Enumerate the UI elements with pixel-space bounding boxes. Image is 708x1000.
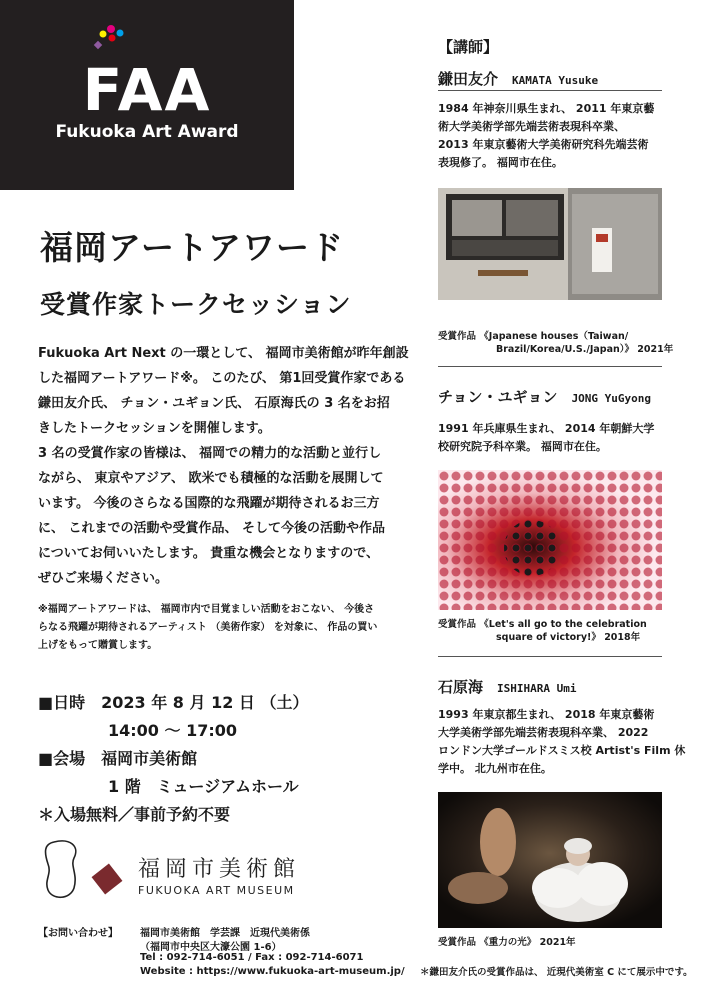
museum-name-jp: 福岡市美術館 bbox=[138, 857, 301, 882]
body-line: ぜひご来場ください。 bbox=[38, 571, 169, 586]
lecturer-name-jp: 鎌田友介 bbox=[438, 70, 499, 88]
bio-line: 校研究院予科卒業。 福岡市在住。 bbox=[438, 440, 607, 453]
bio-line: 1993 年東京都生まれ、 2018 年東京藝術 bbox=[438, 708, 655, 721]
caption-line: 受賞作品 《Let's all go to the celebration bbox=[438, 619, 647, 630]
caption-line: square of victory!》 2018年 bbox=[496, 632, 641, 643]
divider bbox=[438, 656, 662, 657]
lecturer-name-jp: 石原海 bbox=[438, 678, 484, 696]
artwork-image-jong bbox=[438, 470, 662, 610]
contact-line: 福岡市美術館 学芸課 近現代美術係 bbox=[140, 928, 310, 939]
contact-label: 【お問い合わせ】 bbox=[38, 928, 118, 939]
caption-line: 受賞作品 《重力の光》 2021年 bbox=[438, 937, 576, 948]
caption-line: Brazil/Korea/U.S./Japan）》 2021年 bbox=[496, 344, 674, 355]
lecturer-name bbox=[438, 386, 651, 407]
lecturer-name-en: JONG YuGyong bbox=[571, 392, 652, 405]
faa-dots-icon bbox=[92, 24, 132, 56]
body-line: 3 名の受賞作家の皆様は、 福岡での精力的な活動と並行し bbox=[38, 446, 382, 461]
contact-phone: Tel : 092-714-6051 / Fax : 092-714-6071 bbox=[140, 952, 364, 963]
caption-line: 受賞作品 《Japanese houses（Taiwan/ bbox=[438, 331, 629, 342]
body-line: に、 これまでの活動や受賞作品、 そして今後の活動や作品 bbox=[38, 521, 386, 536]
body-line: についてお伺いいたします。 貴重な機会となりますので、 bbox=[38, 546, 379, 561]
bio-line: 1991 年兵庫県生まれ、 2014 年朝鮮大学 bbox=[438, 422, 655, 435]
divider bbox=[438, 90, 662, 91]
lecturer-footnote: ＊鎌田友介氏の受賞作品は、 近現代美術室 C にて展示中です。 bbox=[420, 967, 693, 978]
artwork-caption bbox=[438, 618, 647, 644]
bio-line: 大学美術学部先端芸術表現科卒業、 2022 bbox=[438, 726, 649, 739]
bio-line: 学中。 北九州市在住。 bbox=[438, 762, 552, 775]
artwork-image-ishihara bbox=[438, 792, 662, 928]
museum-logo-icon bbox=[40, 838, 132, 904]
page-title: 福岡アートアワード bbox=[40, 228, 345, 267]
faa-subtitle: Fukuoka Art Award bbox=[55, 122, 239, 142]
contact-line: （福岡市中央区大濠公園 1-6） bbox=[140, 942, 282, 953]
page-subtitle: 受賞作家トークセッション bbox=[40, 290, 352, 319]
logo-dot-red bbox=[109, 35, 116, 42]
lecturers-heading: 【講師】 bbox=[438, 38, 499, 56]
artwork-caption bbox=[438, 330, 673, 356]
event-admission: ＊入場無料／事前予約不要 bbox=[38, 805, 231, 824]
lecturer-bio bbox=[438, 420, 654, 456]
logo-dot-purple bbox=[94, 41, 102, 49]
artwork-caption bbox=[438, 936, 576, 949]
body-line: います。 今後のさらなる国際的な飛躍が期待されるお三方 bbox=[38, 496, 380, 511]
note-line: ※福岡アートアワードは、 福岡市内で目覚ましい活動をおこない、 今後さ bbox=[38, 604, 375, 615]
lecturer-bio bbox=[438, 100, 654, 172]
lecturer-bio bbox=[438, 706, 685, 778]
logo-dot-cyan bbox=[117, 30, 124, 37]
body-line: きしたトークセッションを開催します。 bbox=[38, 421, 271, 436]
body-line: 鎌田友介氏、 チョン・ユギョン氏、 石原海氏の 3 名をお招 bbox=[38, 396, 390, 411]
bio-line: 2013 年東京藝術大学美術研究科先端芸術 bbox=[438, 138, 649, 151]
museum-name-en: FUKUOKA ART MUSEUM bbox=[138, 884, 295, 897]
artwork-image-kamata bbox=[438, 188, 662, 300]
lecturer-name-en: KAMATA Yusuke bbox=[512, 74, 599, 87]
bio-line: 表現修了。 福岡市在住。 bbox=[438, 156, 563, 169]
lecturer-name-en: ISHIHARA Umi bbox=[497, 682, 577, 695]
note-line: らなる飛躍が期待されるアーティスト （美術作家） を対象に、 作品の買い bbox=[38, 622, 378, 633]
contact-website[interactable]: Website : https://www.fukuoka-art-museum.jp/ bbox=[140, 966, 405, 977]
body-line: ながら、 東京やアジア、 欧米でも積極的な活動を展開して bbox=[38, 471, 384, 486]
event-venue-detail: 1 階 ミュージアムホール bbox=[108, 777, 299, 796]
divider bbox=[438, 366, 662, 367]
lecturer-name bbox=[438, 676, 577, 697]
bio-line: 1984 年神奈川県生まれ、 2011 年東京藝 bbox=[438, 102, 655, 115]
bio-line: 術大学美術学部先端芸術表現科卒業、 bbox=[438, 120, 625, 133]
event-date: ■日時 2023 年 8 月 12 日 （土） bbox=[38, 693, 309, 712]
body-line: した福岡アートアワード※。 このたび、 第1回受賞作家である bbox=[38, 371, 406, 386]
lecturer-name-jp: チョン・ユギョン bbox=[438, 388, 558, 406]
event-time: 14:00 ～ 17:00 bbox=[108, 721, 238, 740]
lecturer-name bbox=[438, 68, 598, 89]
body-line: Fukuoka Art Next の一環として、 福岡市美術館が昨年創設 bbox=[38, 346, 409, 361]
faa-mark: FAA bbox=[82, 56, 212, 124]
note-line: 上げをもって贈賞します。 bbox=[38, 640, 158, 651]
logo-dot-yellow bbox=[100, 31, 107, 38]
bio-line: ロンドン大学ゴールドスミス校 Artist's Film 休 bbox=[438, 744, 686, 757]
event-venue: ■会場 福岡市美術館 bbox=[38, 749, 198, 768]
logo-dot-magenta bbox=[107, 25, 115, 33]
